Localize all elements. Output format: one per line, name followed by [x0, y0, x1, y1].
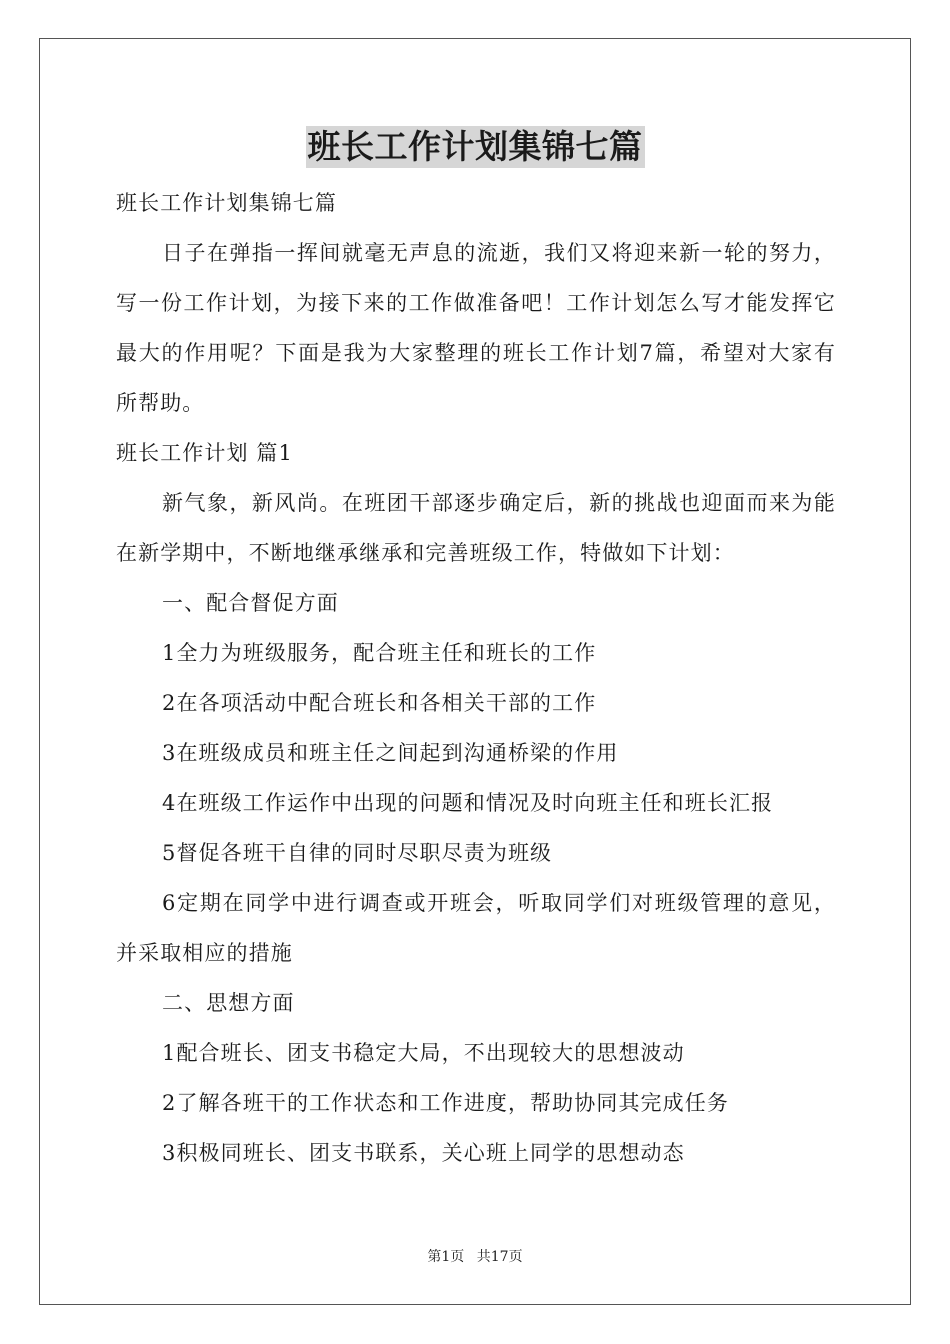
- list-item: 3在班级成员和班主任之间起到沟通桥梁的作用: [162, 741, 619, 765]
- list-item: 1配合班长、团支书稳定大局，不出现较大的思想波动: [162, 1041, 685, 1065]
- list-item: 2了解各班干的工作状态和工作进度，帮助协同其完成任务: [162, 1091, 729, 1115]
- heading-cooperation: 一、配合督促方面: [162, 591, 339, 615]
- page-footer: [0, 1248, 950, 1266]
- section-heading-plan-1: 班长工作计划 篇1: [116, 441, 293, 465]
- list-item: 6定期在同学中进行调查或开班会，听取同学们对班级管理的意见，并采取相应的措施: [116, 891, 836, 965]
- page-total: 共17页: [476, 1249, 523, 1265]
- plan-1-intro: 新气象，新风尚。在班团干部逐步确定后，新的挑战也迎面而来为能在新学期中，不断地继承继承和完善班级工作，特做如下计划：: [116, 491, 836, 565]
- list-item: 3积极同班长、团支书联系，关心班上同学的思想动态: [162, 1141, 685, 1165]
- document-title: 班长工作计划集锦七篇: [307, 127, 643, 166]
- title-container: [0, 126, 950, 168]
- intro-paragraph: 日子在弹指一挥间就毫无声息的流逝，我们又将迎来新一轮的努力，写一份工作计划，为接下来的工作做准备吧！工作计划怎么写才能发挥它最大的作用呢？下面是我为大家整理的班长工作计划7篇，希望对大家有所帮助。: [116, 241, 836, 415]
- heading-ideology: 二、思想方面: [162, 991, 295, 1015]
- subtitle-line: 班长工作计划集锦七篇: [116, 191, 337, 215]
- list-item: 2在各项活动中配合班长和各相关干部的工作: [162, 691, 597, 715]
- page-number: 第1页: [427, 1249, 465, 1265]
- list-item: 1全力为班级服务，配合班主任和班长的工作: [162, 641, 597, 665]
- list-item: 5督促各班干自律的同时尽职尽责为班级: [162, 841, 553, 865]
- document-body: [116, 178, 836, 1178]
- list-item: 4在班级工作运作中出现的问题和情况及时向班主任和班长汇报: [162, 791, 774, 815]
